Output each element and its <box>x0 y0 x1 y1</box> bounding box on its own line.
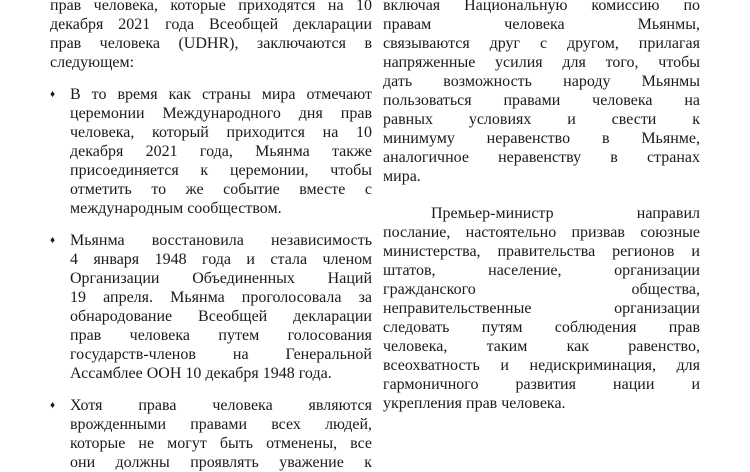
text-line: они должны проявлять уважение к <box>70 454 372 471</box>
right-column <box>383 0 700 413</box>
text-line: всеохватность и недискриминация, для <box>383 357 700 374</box>
text-line: послание, настоятельно призвав союзные <box>383 224 700 241</box>
text-line: минимуму неравенство в Мьянме, <box>383 130 700 147</box>
text-line: гармоничного развития нации и <box>383 376 700 393</box>
text-line: Организации Объединенных Наций <box>70 270 372 287</box>
text-line: декабря 2021 года, Мьянма также <box>70 143 372 160</box>
text-line: международным сообществом. <box>70 200 282 217</box>
bullet-item <box>50 396 372 472</box>
text-line: укрепления прав человека. <box>383 395 566 412</box>
text-line: В то время как страны мира отмечают <box>70 86 372 103</box>
text-line: Премьер-министр направил <box>431 205 700 222</box>
paragraph-commission <box>383 0 700 186</box>
text-line: церемонии Международного дня прав <box>70 105 372 122</box>
text-line: врожденными правами всех людей, <box>70 416 372 433</box>
text-line: которые не могут быть отменены, все <box>70 435 372 452</box>
bullet-item <box>50 85 372 218</box>
text-line: дать возможность народу Мьянмы <box>383 73 700 90</box>
text-line: аналогичное неравенству в странах <box>383 149 700 166</box>
text-line: 19 апреля. Мьянма проголосовала за <box>70 289 372 306</box>
text-line: правам человека Мьянмы, <box>383 16 700 33</box>
text-line: прав человека (UDHR), заключаются в <box>50 35 372 52</box>
text-line: гражданского общества, <box>383 281 700 298</box>
text-line: напряженные усилия для того, чтобы <box>383 54 700 71</box>
intro-paragraph <box>50 0 372 72</box>
text-line: декабря 2021 года Всеобщей декларации <box>50 16 372 33</box>
text-line: Хотя права человека являются <box>70 397 372 414</box>
text-line: обнародование Всеобщей декларации <box>70 308 372 325</box>
text-line: следовать путям соблюдения прав <box>383 319 700 336</box>
text-line: отметить то же событие вместе с <box>70 181 372 198</box>
text-line: человека, таким как равенство, <box>383 338 700 355</box>
text-line: человека, который приходится на 10 <box>70 124 372 141</box>
left-column <box>50 0 372 472</box>
text-line: неправительственные организации <box>383 300 700 317</box>
text-line: присоединяется к церемонии, чтобы <box>70 162 372 179</box>
text-line: 4 января 1948 года и стала членом <box>70 251 372 268</box>
diamond-bullet-icon: ♦ <box>50 400 56 411</box>
text-line: следующем: <box>50 54 135 71</box>
text-line: Мьянма восстановила независимость <box>70 232 372 249</box>
text-line: пользоваться правами человека на <box>383 92 700 109</box>
diamond-bullet-icon: ♦ <box>50 235 56 246</box>
diamond-bullet-icon: ♦ <box>50 89 56 100</box>
text-line: государств-членов на Генеральной <box>70 346 372 363</box>
paragraph-prime-minister <box>383 204 700 413</box>
text-line: мира. <box>383 168 421 185</box>
text-line: прав человека путем голосования <box>70 327 372 344</box>
text-line: прав человека, которые приходятся на 10 <box>50 0 372 14</box>
text-line: связываются друг с другом, прилагая <box>383 35 700 52</box>
text-line: министерства, правительства регионов и <box>383 243 700 260</box>
text-line: включая Национальную комиссию по <box>383 0 700 14</box>
text-line: равных условиях и свести к <box>383 111 700 128</box>
bullet-item <box>50 231 372 383</box>
text-line: штатов, население, организации <box>383 262 700 279</box>
text-line: Ассамблее ООН 10 декабря 1948 года. <box>70 365 332 382</box>
